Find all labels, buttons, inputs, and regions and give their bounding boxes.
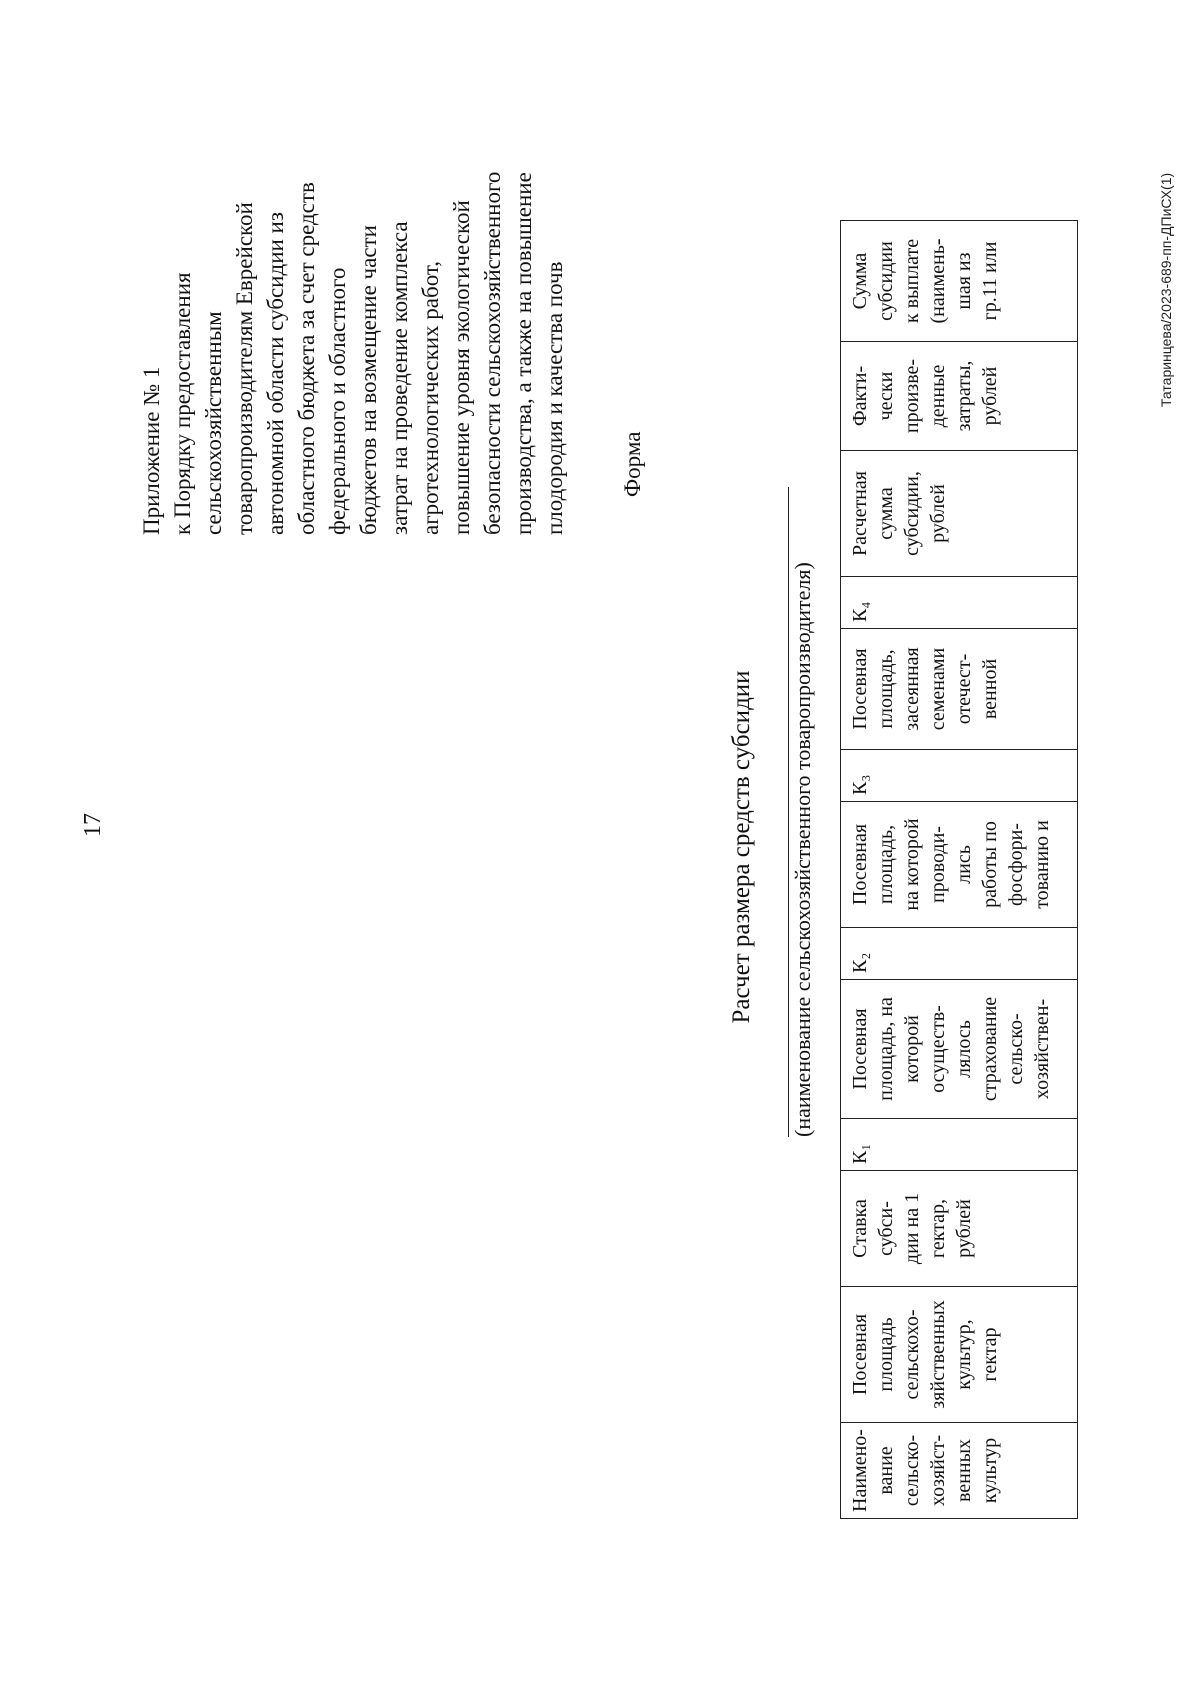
column-header-phosphorite-area: Посевная площадь, на которой проводи- лись работы по фосфори- тованию и	[841, 802, 1078, 928]
subsidy-table	[840, 220, 1078, 1519]
column-header-actual-costs: Факти- чески произве- денные затраты, рублей	[841, 342, 1078, 451]
column-header-payout-sum: Сумма субсидии к выплате (наимень- шая из гр.11 или	[841, 221, 1078, 342]
appendix-line: областного бюджета за счет средств	[294, 182, 319, 535]
document-code: Татаринцева/2023-689-пп-ДПиСХ(1)	[1158, 172, 1174, 407]
appendix-line: федерального и областного	[325, 267, 350, 535]
appendix-line: затрат на проведение комплекса	[387, 221, 412, 535]
appendix-line: безопасности сельскохозяйственного	[480, 171, 505, 535]
appendix-line: агротехнологических работ,	[418, 261, 443, 535]
column-header-rate-per-hectare: Ставка субси- дии на 1 гектар, рублей	[841, 1171, 1078, 1287]
appendix-line: товаропроизводителям Еврейской	[232, 202, 257, 535]
appendix-line: к Порядку предоставления	[170, 272, 195, 535]
appendix-line: сельскохозяйственным	[201, 311, 226, 535]
column-header-crop-name: Наимено- вание сельско- хозяйст- венных культур	[841, 1423, 1078, 1519]
subsidy-table-wrap	[840, 220, 1078, 1519]
appendix-line: Приложение № 1	[139, 366, 164, 535]
appendix-block	[136, 171, 570, 535]
page-number: 17	[80, 813, 106, 837]
appendix-line: автономной области субсидии из	[263, 212, 288, 535]
column-header-domestic-seed-area: Посевная площадь, засеянная семенами отечест- венной	[841, 629, 1078, 750]
appendix-line: плодородия и качества почв	[542, 261, 567, 535]
producer-name-line	[788, 487, 789, 1137]
appendix-line: бюджетов на возмещение части	[356, 225, 381, 535]
appendix-line: повышение уровня экологической	[449, 200, 474, 535]
form-label: Форма	[620, 431, 645, 497]
producer-caption: (наименование сельскохозяйственного товаропроизводителя)	[790, 562, 815, 1137]
appendix-line: производства, а также на повышение	[511, 172, 536, 535]
document-title: Расчет размера средств субсидии	[728, 670, 755, 1024]
column-header-calculated-sum: Расчетная сумма субсидии, рублей	[841, 451, 1078, 577]
column-header-k2: К₂	[841, 928, 1078, 980]
column-header-sown-area: Посевная площадь сельскохо- зяйственных культур, гектар	[841, 1287, 1078, 1423]
column-header-insured-area: Посевная площадь, на которой осуществ- лялось страхование сельско- хозяйствен-	[841, 980, 1078, 1119]
column-header-k1: К₁	[841, 1119, 1078, 1171]
column-header-k3: К₃	[841, 750, 1078, 802]
column-header-k4: К₄	[841, 577, 1078, 629]
table-header-row	[841, 221, 1078, 1519]
